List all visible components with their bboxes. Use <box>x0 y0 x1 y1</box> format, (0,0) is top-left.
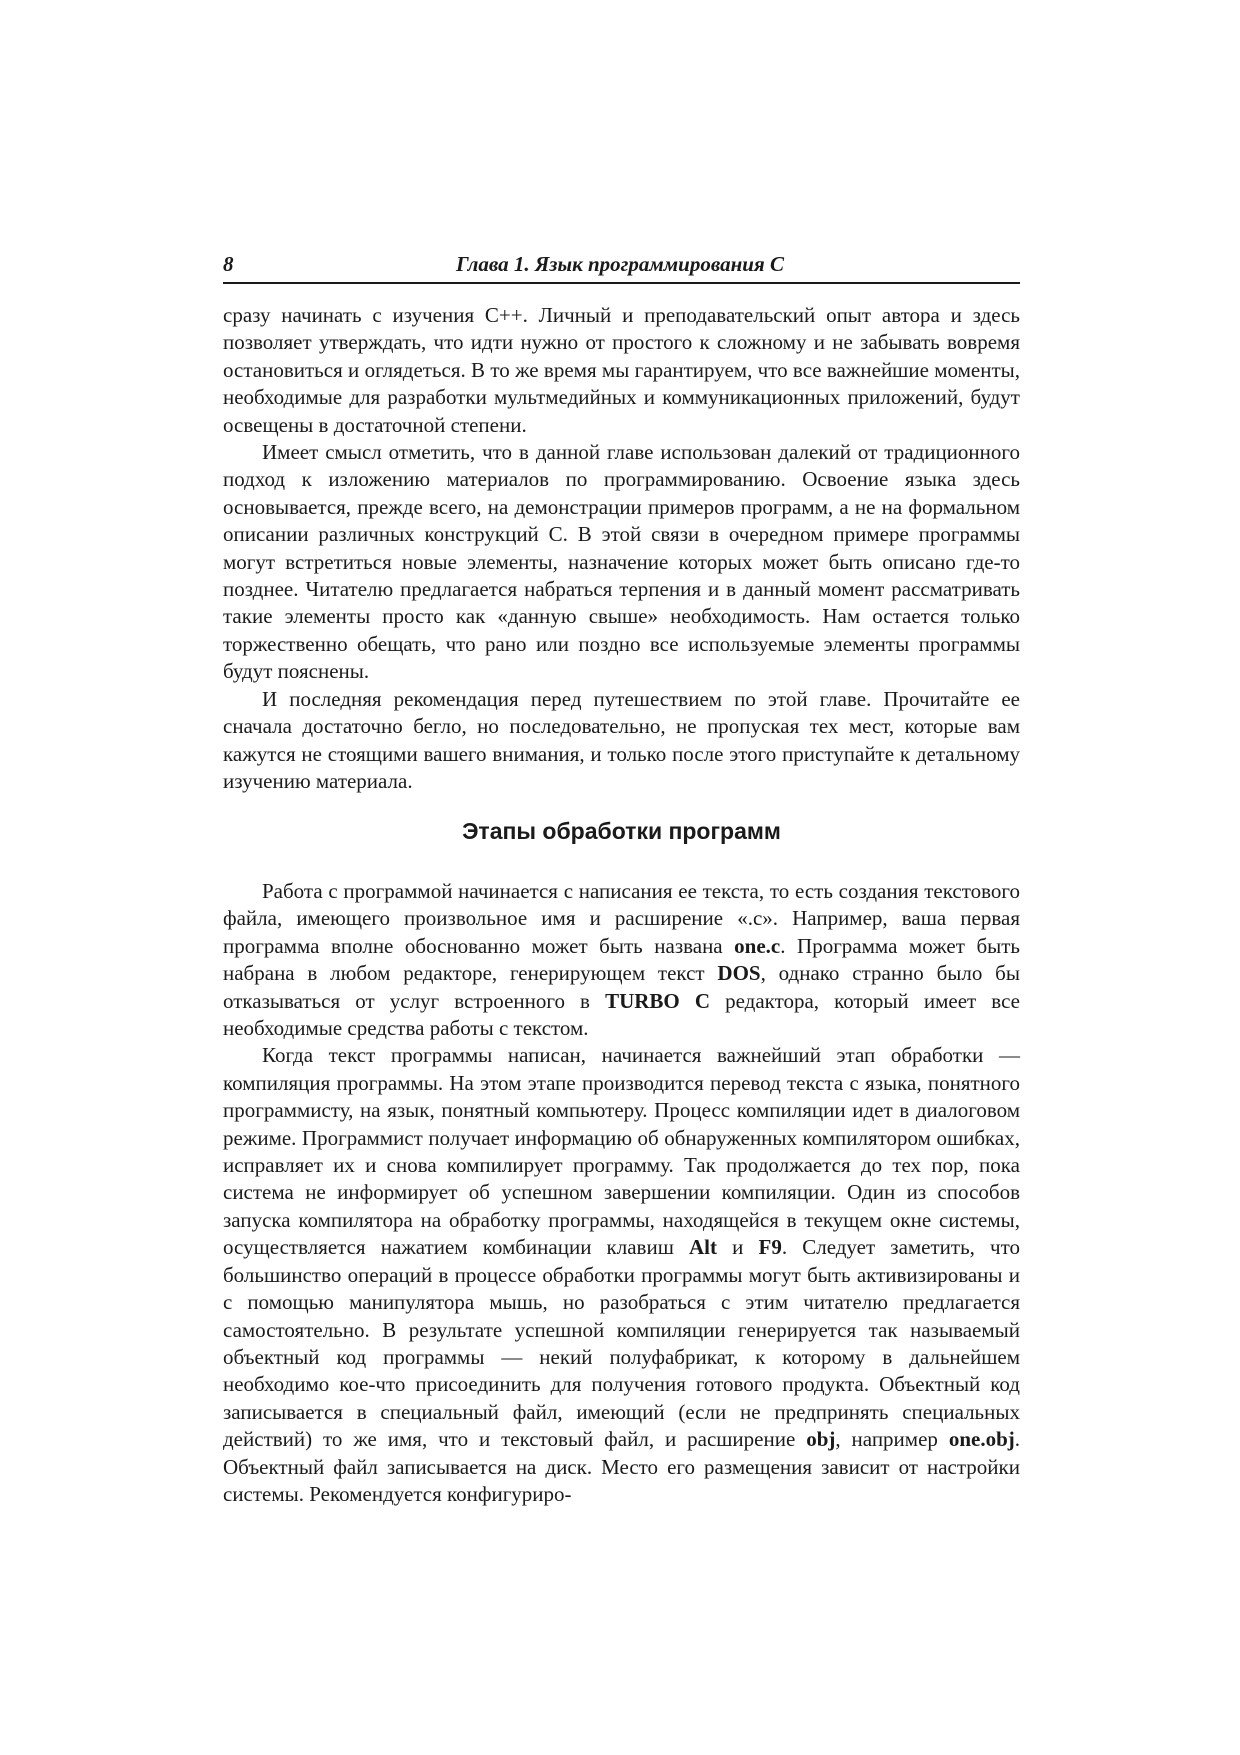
text-run: и <box>717 1235 759 1260</box>
text-run: редактора, который имеет все необходимые средства работы с текстом. <box>223 988 1020 1041</box>
text-run: Работа с программой начинается с написания ее текста, то есть создания текстового файла, имеющего произвольное имя и расширение «.с». Например, ваша первая программа вполне обоснованно может быть названа <box>223 879 1020 958</box>
product-term: TURBO C <box>605 988 711 1013</box>
filename-term: one.obj <box>948 1427 1015 1452</box>
page-number: 8 <box>223 252 234 276</box>
paragraph <box>223 1042 1020 1508</box>
os-term: DOS <box>717 961 761 986</box>
filename-term: one.c <box>734 933 781 958</box>
paragraph: И последняя рекомендация перед путешествием по этой главе. Прочитайте ее сначала достаточно бегло, но последовательно, не пропуская тех мест, которые вам кажутся не стоящими вашего внимания, и только после этого приступайте к детальному изучению материала. <box>223 686 1020 793</box>
section-text <box>223 878 1020 1508</box>
section-heading: Этапы обработки программ <box>462 818 781 844</box>
extension-term: obj <box>806 1427 836 1452</box>
text-run: Когда текст программы написан, начинается важнейший этап обработки — компиляция программы. На этом этапе производится перевод текста с языка, понятного программисту, на язык, понятный компьютеру. Процесс компиляции идет в диалоговом режиме. Программист получает информацию об обнаруженных компилятором ошибках, исправляет их и снова компилирует программу. Так продолжается до тех пор, пока система не информирует об успешном завершении компиляции. Один из способов запуска компилятора на обработку программы, находящейся в текущем окне системы, осуществляется нажатием комбинации клавиш <box>223 1043 1020 1260</box>
paragraph: сразу начинать с изучения C++. Личный и преподавательский опыт автора и здесь позволяет утверждать, что идти нужно от простого к сложному и не забывать вовремя остановиться и оглядеться. В то же время мы гарантируем, что все важнейшие моменты, необходимые для разработки мультмедийных и коммуникационных приложений, будут освещены в достаточной степени. <box>223 303 1020 437</box>
text-run: , например <box>835 1427 949 1452</box>
intro-text <box>223 302 1020 795</box>
text-run: . Следует заметить, что большинство операций в процессе обработки программы могут быть активизированы и с помощью манипулятора мышь, но разобраться с этим читателю предлагается самостоятельно. В результате успешной компиляции генерируется так называемый объектный код программы — некий полуфабрикат, к которому в дальнейшем необходимо кое-что присоединить для получения готового продукта. Объектный код записывается в специальный файл, имеющий (если не предпринять специальных действий) то же имя, что и текстовый файл, и расширение <box>223 1235 1021 1452</box>
text-run: . Объектный файл записывается на диск. Место его размещения зависит от настройки системы. Рекомендуется конфигуриро- <box>223 1427 1020 1506</box>
text-run: . Программа может быть набрана в любом редакторе, генерирующем текст <box>223 933 1020 986</box>
key-term: F9 <box>758 1235 782 1260</box>
running-header <box>223 250 1020 284</box>
key-term: Alt <box>689 1235 718 1260</box>
paragraph <box>223 878 1020 1042</box>
text-run: , однако странно было бы отказываться от услуг встроенного в <box>223 961 1020 1013</box>
paragraph: Имеет смысл отметить, что в данной главе использован далекий от традиционного подход к изложению материалов по программированию. Освоение языка здесь основывается, прежде всего, на демонстрации примеров программ, а не на формальном описании различных конструкций С. В этой связи в очередном примере программы могут встретиться новые элементы, назначение которых может быть описано где-то позднее. Читателю предлагается набраться терпения и в данный момент рассматривать такие элементы просто как «данную свыше» необходимость. Нам остается только торжественно обещать, что рано или поздно все используемые элементы программы будут пояснены. <box>223 440 1020 684</box>
chapter-title: Глава 1. Язык программирования С <box>456 252 784 276</box>
